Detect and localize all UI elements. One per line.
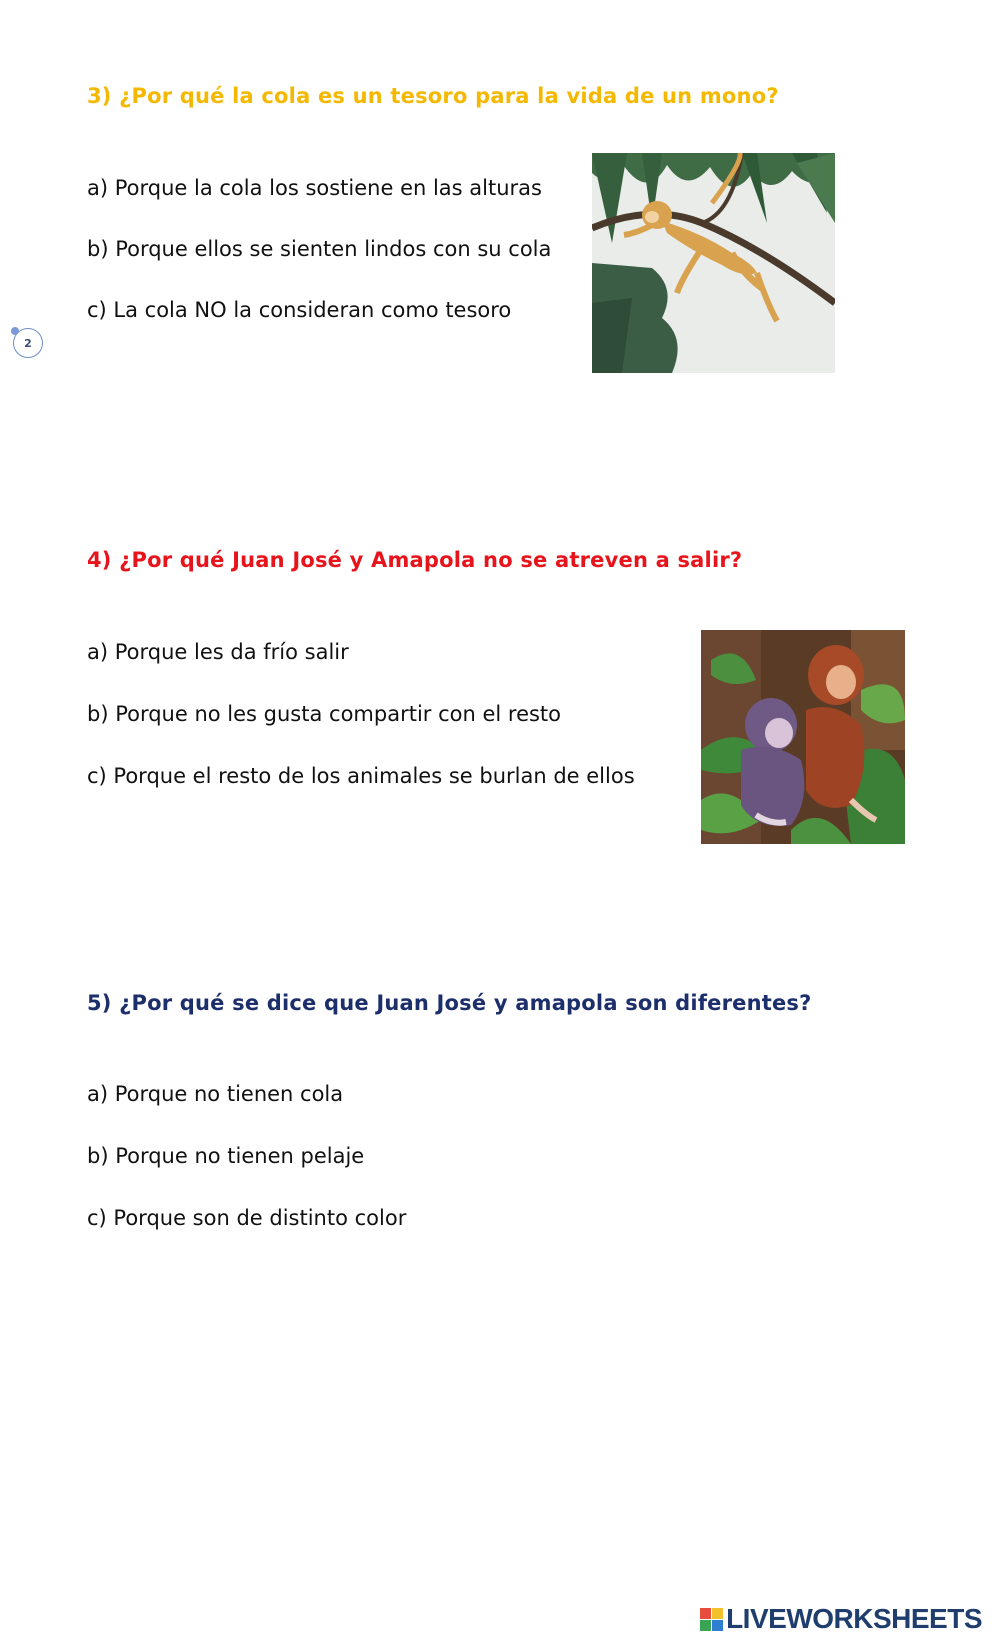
question-5-option-a[interactable]: a) Porque no tienen cola xyxy=(87,1082,344,1106)
question-5-option-c[interactable]: c) Porque son de distinto color xyxy=(87,1206,407,1230)
question-3-option-b[interactable]: b) Porque ellos se sienten lindos con su cola xyxy=(87,237,552,261)
question-3-option-a[interactable]: a) Porque la cola los sostiene en las alturas xyxy=(87,176,542,200)
question-3-option-c[interactable]: c) La cola NO la consideran como tesoro xyxy=(87,298,512,322)
two-monkeys-jungle-illustration xyxy=(701,630,905,844)
question-4-option-b[interactable]: b) Porque no les gusta compartir con el resto xyxy=(87,702,562,726)
question-4-title: 4) ¿Por qué Juan José y Amapola no se atreven a salir? xyxy=(87,548,743,572)
question-4-option-a[interactable]: a) Porque les da frío salir xyxy=(87,640,349,664)
question-4-option-c[interactable]: c) Porque el resto de los animales se burlan de ellos xyxy=(87,764,635,788)
page-number-badge: 2 xyxy=(13,328,43,358)
liveworksheets-logo xyxy=(700,1603,982,1635)
liveworksheets-grid-icon xyxy=(700,1608,723,1631)
monkey-swinging-illustration xyxy=(592,153,835,373)
question-3-title: 3) ¿Por qué la cola es un tesoro para la vida de un mono? xyxy=(87,84,779,108)
question-5-title: 5) ¿Por qué se dice que Juan José y amapola son diferentes? xyxy=(87,991,812,1015)
question-5-option-b[interactable]: b) Porque no tienen pelaje xyxy=(87,1144,365,1168)
brand-name: LIVEWORKSHEETS xyxy=(726,1603,982,1634)
